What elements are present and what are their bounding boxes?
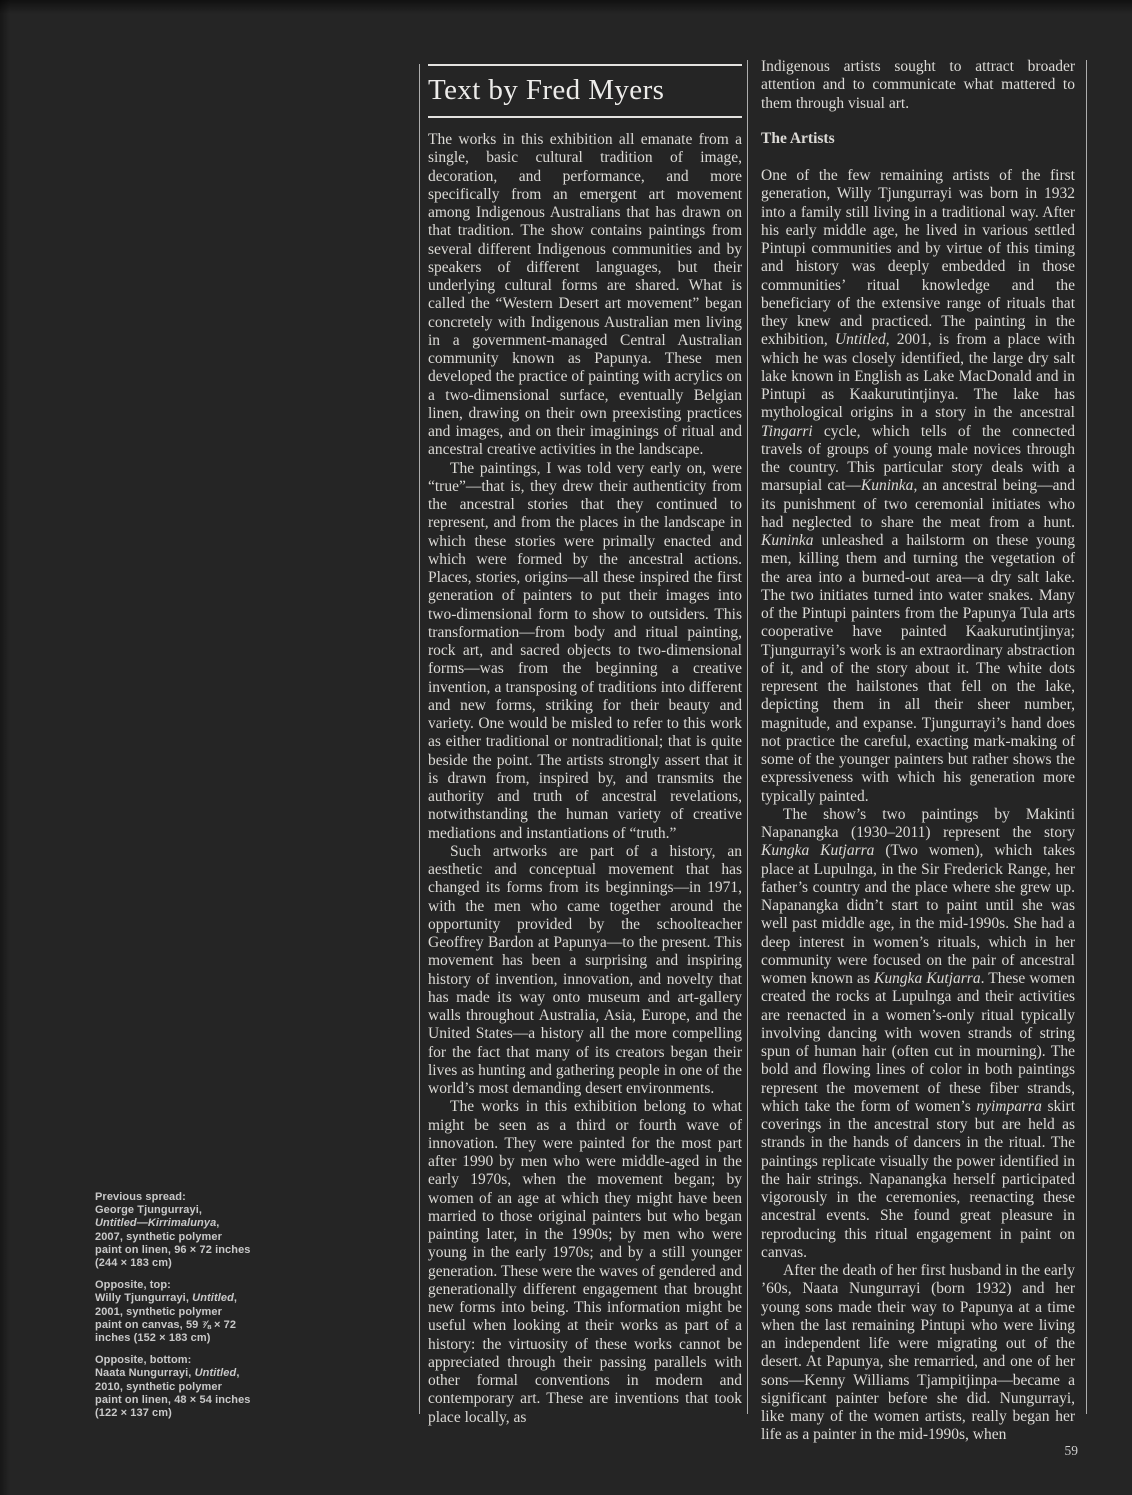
caption-group-opposite-top: Opposite, top: Willy Tjungurrayi, Untitled, 2001, synthetic polymer paint on canvas, 59 ⅞ × 72 inches (152 × 183 cm) [95,1279,238,1345]
column-rule-left [419,64,420,1414]
body-paragraph: Such artworks are part of a history, an aesthetic and conceptual movement that has changed its forms from its beginnings—in 1971, with the men who came together around the opportunity provided by the schoolteacher Geoffrey Bardon at Papunya—to the present. This movement has been a surprising and inspiring history of invention, innovation, and novelty that has made its way onto museum and art-gallery walls throughout Australia, Asia, Europe, and the United States—a history all the more compelling for the fact that many of its creators began their lives as hunting and gathering people in one of the world’s most demanding desert environments. [428,842,742,1097]
section-heading-the-artists: The Artists [761,129,835,147]
column-divider [747,60,748,1414]
body-paragraph: The show’s two paintings by Makinti Napanangka (1930–2011) represent the story Kungka Kutjarra (Two women), which takes place at Lupulnga, in the Sir Frederick Range, her father’s country and the place where she grew up. Napanangka didn’t start to paint until she was well past middle age, in the mid-1990s. She had a deep interest in women’s rituals, which in her community were focused on the pair of ancestral women known as Kungka Kutjarra. These women created the rocks at Lupulnga and their activities are reenacted in a women’s-only ritual typically involving dancing with woven strands of string spun of human hair (often cut in mourning). The bold and flowing lines of color in both paintings represent the movement of these fiber strands, which take the form of women’s nyimparra skirt coverings in the ancestral story but are held as strands in the hands of dancers in the ritual. The paintings replicate visually the power identified in the hair strings. Napanangka herself participated vigorously in the ceremonies, reenacting these ancestral events. She found great pleasure in reproducing this ritual engagement in paint on canvas. [761,805,1076,1261]
page-number: 59 [1064,1443,1078,1458]
caption-block [95,1191,295,1429]
body-paragraph: The works in this exhibition all emanate from a single, basic cultural tradition of image, decoration, and performance, and more specifically from an emergent art movement among Indigenous Australians that has drawn on that tradition. The show contains paintings from several different Indigenous communities and by speakers of different languages, but their underlying cultural forms are shared. What is called the “Western Desert art movement” began concretely with Indigenous Australian men living in a government-managed Central Australian community known as Papunya. These men developed the practice of painting with acrylics on a two-dimensional surface, eventually Belgian linen, drawing on their own preexisting practices and images, and on their imaginings of ritual and ancestral creative activities in the landscape. [428,131,742,459]
byline-box [428,64,742,118]
column-rule-right [1086,60,1087,1414]
byline-title: Text by Fred Myers [428,74,665,106]
body-paragraph: After the death of her first husband in the early ’60s, Naata Nungurrayi (born 1932) and her young sons made their way to Papunya at a time when the last remaining Pintupi who were living an independent life were migrating out of the desert. At Papunya, she remarried, and one of her sons—Kenny Williams Tjampitjinpa—became a significant painter before she did. Nungurrayi, like many of the women artists, really began her life as a painter in the mid-1990s, when [761,1262,1075,1444]
body-paragraph: The works in this exhibition belong to what might be seen as a third or fourth wave of innovation. They were painted for the most part after 1990 by men who were middle-aged in the early 1970s, when the movement began; by women of an age at which they might have been married to those original painters but who began painting later, in the 1990s; by men who were young in the early 1970s; and by a still younger generation. These were the waves of gendered and generationally different engagement that brought new forms into being. This information might be useful when looking at their works as part of a history: the virtuosity of these works cannot be appreciated through their passing parallels with other formal conventions in modern and contemporary art. These are inventions that took place locally, as [428,1098,742,1426]
body-paragraph-continuation: Indigenous artists sought to attract broader attention and to communicate what mattered to them through visual art. [761,58,1075,112]
right-column [761,58,1075,1445]
body-paragraph: The paintings, I was told very early on, were “true”—that is, they drew their authenticity from the ancestral stories that they continued to represent, and from the places in the landscape in which these stories were primally enacted and which were formed by the ancestral actions. Places, stories, origins—all these inspired the first generation of painters to put their images into two-dimensional form to show to outsiders. This transformation—from body and ritual painting, rock art, and sacred objects to two-dimensional forms—was from the beginning a creative invention, a transposing of traditions into different and new forms, striking for their beauty and variety. One would be misled to refer to this work as either traditional or nontraditional; that is quite beside the point. The artists strongly assert that it is drawn from, inspired by, and transmits the authority and truth of ancestral revelations, notwithstanding the human variety of creative mediations and instantiations of “truth.” [428,459,742,842]
caption-group-opposite-bottom: Opposite, bottom: Naata Nungurrayi, Untitled, 2010, synthetic polymer paint on linen, 48 × 54 inches (122 × 137 cm) [95,1354,251,1420]
caption-group-previous-spread: Previous spread: George Tjungurrayi, Untitled—Kirrimalunya, 2007, synthetic polymer paint on linen, 96 × 72 inches (244 × 183 cm) [95,1191,251,1270]
left-column [428,64,742,1427]
body-paragraph: One of the few remaining artists of the first generation, Willy Tjungurrayi was born in 1932 into a family still living in a traditional way. After his early middle age, he lived in various settled Pintupi communities and by virtue of this timing and history was deeply embedded in those communities’ ritual knowledge and the beneficiary of the extensive range of rituals that they knew and practiced. The painting in the exhibition, Untitled, 2001, is from a place with which he was closely identified, the large dry salt lake known in English as Lake MacDonald and in Pintupi as Kaakurutintjinya. The lake has mythological origins in a story in the ancestral Tingarri cycle, which tells of the connected travels of groups of young male novices through the country. This particular story deals with a marsupial cat—Kuninka, an ancestral being—and its punishment of two ceremonial initiates who had neglected to share the meat from a hunt. Kuninka unleashed a hailstorm on these young men, killing them and turning the vegetation of the area into a burned-out area—a dry salt lake. The two initiates turned into water snakes. Many of the Pintupi painters from the Papunya Tula arts cooperative have painted Kaakurutintjinya; Tjungurrayi’s work is an extraordinary abstraction of it, and of the story about it. The white dots represent the hailstones that fell on the lake, depicting them in all their sheer number, magnitude, and expanse. Tjungurrayi’s hand does not practice the careful, exacting mark-making of some of the younger painters but rather shows the expressiveness with which his generation more typically painted. [761,167,1075,805]
